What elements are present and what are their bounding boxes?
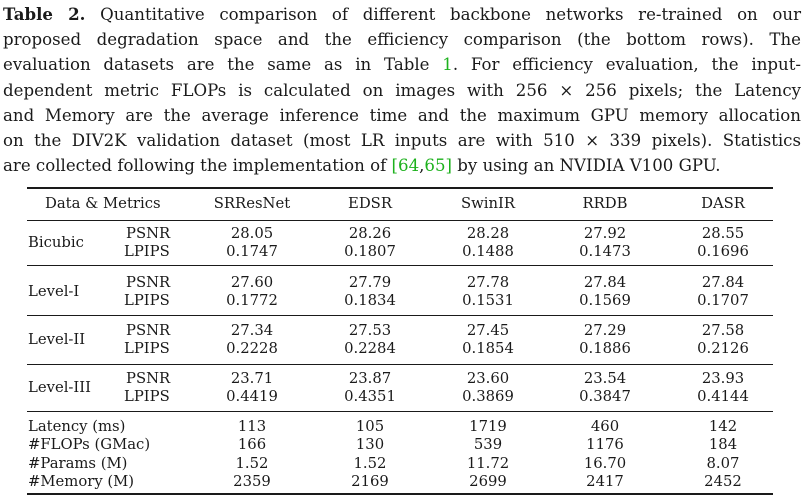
table-cell: 166	[237, 436, 267, 453]
table-cell: 28.26	[348, 225, 392, 242]
table-cell: 0.1569	[579, 292, 631, 309]
column-header: SRResNet	[213, 195, 291, 212]
table-cell: 0.3847	[579, 388, 631, 405]
table-cell: 11.72	[466, 455, 510, 472]
table-cell: 27.29	[583, 322, 627, 339]
table-cell: 0.1707	[697, 292, 749, 309]
metric-label: PSNR	[126, 322, 171, 339]
table-cell: 539	[473, 436, 503, 453]
table-cell: 1719	[469, 418, 507, 435]
citation-link-65[interactable]: 65	[424, 156, 446, 176]
table-cell: 1.52	[235, 455, 269, 472]
table-cell: 0.1854	[462, 340, 514, 357]
corner-header: Data & Metrics	[45, 195, 161, 212]
table-cell: 460	[590, 418, 620, 435]
table-cell: 27.92	[583, 225, 627, 242]
table-cell: 0.1834	[344, 292, 396, 309]
caption-line-3: evaluation datasets are the same as in Table 1. For efficiency evaluation, the input-	[3, 55, 801, 75]
table-cell: 2359	[233, 473, 271, 490]
table-cell: 113	[237, 418, 267, 435]
citation-link-64[interactable]: 64	[398, 156, 420, 176]
table-bottom-rule	[27, 493, 773, 495]
table-cell: 28.28	[466, 225, 510, 242]
table-cell: 23.54	[583, 370, 627, 387]
table-cell: 0.4419	[226, 388, 278, 405]
metric-label: LPIPS	[124, 292, 170, 309]
group-label: Level-II	[28, 331, 86, 348]
table-cell: 28.05	[230, 225, 274, 242]
table-cell: 27.34	[230, 322, 274, 339]
table-cell: 27.58	[701, 322, 745, 339]
caption-line-5: and Memory are the average inference time and the maximum GPU memory allocation	[3, 105, 801, 125]
group-label: Level-I	[28, 283, 80, 300]
table-reference-link[interactable]: 1	[442, 55, 453, 75]
table-cell: 16.70	[583, 455, 627, 472]
metric-label: LPIPS	[124, 388, 170, 405]
table-cell: 2699	[469, 473, 507, 490]
table-cell: 0.4351	[344, 388, 396, 405]
table-cell: 0.2126	[697, 340, 749, 357]
group-divider	[27, 315, 773, 316]
table-cell: 2417	[586, 473, 624, 490]
caption-line-6: on the DIV2K validation dataset (most LR inputs are with 510 × 339 pixels). Statistics	[3, 131, 801, 151]
table-cell: 1176	[586, 436, 624, 453]
column-header: DASR	[701, 195, 745, 212]
table-cell: 27.84	[583, 274, 627, 291]
metric-label: LPIPS	[124, 243, 170, 260]
table-cell: 0.1772	[226, 292, 278, 309]
table-cell: 27.79	[348, 274, 392, 291]
table-cell: 130	[355, 436, 385, 453]
column-header: EDSR	[348, 195, 392, 212]
table-cell: 0.2284	[344, 340, 396, 357]
table-cell: 0.2228	[226, 340, 278, 357]
group-divider	[27, 265, 773, 266]
table-cell: 23.87	[348, 370, 392, 387]
table-cell: 27.45	[466, 322, 510, 339]
table-cell: 0.4144	[697, 388, 749, 405]
table-cell: 0.1807	[344, 243, 396, 260]
efficiency-label: #Memory (M)	[28, 473, 135, 490]
metric-label: PSNR	[126, 274, 171, 291]
caption-line-4: dependent metric FLOPs is calculated on images with 256 × 256 pixels; the Latency	[3, 80, 801, 100]
efficiency-label: Latency (ms)	[28, 418, 126, 435]
table-cell: 27.60	[230, 274, 274, 291]
caption-line-2: proposed degradation space and the efficiency comparison (the bottom rows). The	[3, 30, 801, 50]
table-header-rule	[27, 220, 773, 221]
table-cell: 0.3869	[462, 388, 514, 405]
table-cell: 2452	[704, 473, 742, 490]
table-cell: 27.53	[348, 322, 392, 339]
caption-line-7: are collected following the implementation of [64,65] by using an NVIDIA V100 GPU.	[3, 156, 721, 176]
table-cell: 0.1747	[226, 243, 278, 260]
table-cell: 0.1696	[697, 243, 749, 260]
table-cell: 23.93	[701, 370, 745, 387]
table-cell: 142	[708, 418, 738, 435]
table-cell: 23.60	[466, 370, 510, 387]
column-header: RRDB	[582, 195, 628, 212]
table-cell: 28.55	[701, 225, 745, 242]
group-label: Bicubic	[28, 234, 84, 251]
group-divider	[27, 364, 773, 365]
table-cell: 184	[708, 436, 738, 453]
table-top-rule	[27, 187, 773, 189]
table-cell: 27.78	[466, 274, 510, 291]
efficiency-divider	[27, 411, 773, 412]
metric-label: PSNR	[126, 225, 171, 242]
efficiency-label: #FLOPs (GMac)	[28, 436, 151, 453]
table-cell: 0.1886	[579, 340, 631, 357]
table-caption	[3, 2, 801, 178]
table-cell: 0.1488	[462, 243, 514, 260]
metric-label: PSNR	[126, 370, 171, 387]
group-label: Level-III	[28, 379, 91, 396]
table-cell: 27.84	[701, 274, 745, 291]
column-header: SwinIR	[460, 195, 516, 212]
table-cell: 8.07	[706, 455, 740, 472]
efficiency-label: #Params (M)	[28, 455, 128, 472]
caption-label: Table 2.	[3, 4, 86, 24]
table-cell: 105	[355, 418, 385, 435]
table-cell: 1.52	[353, 455, 387, 472]
table-cell: 0.1473	[579, 243, 631, 260]
table-cell: 23.71	[230, 370, 274, 387]
metric-label: LPIPS	[124, 340, 170, 357]
table-cell: 0.1531	[462, 292, 514, 309]
table-cell: 2169	[351, 473, 389, 490]
caption-line-1: Table 2. Quantitative comparison of different backbone networks re-trained on our	[3, 4, 801, 24]
